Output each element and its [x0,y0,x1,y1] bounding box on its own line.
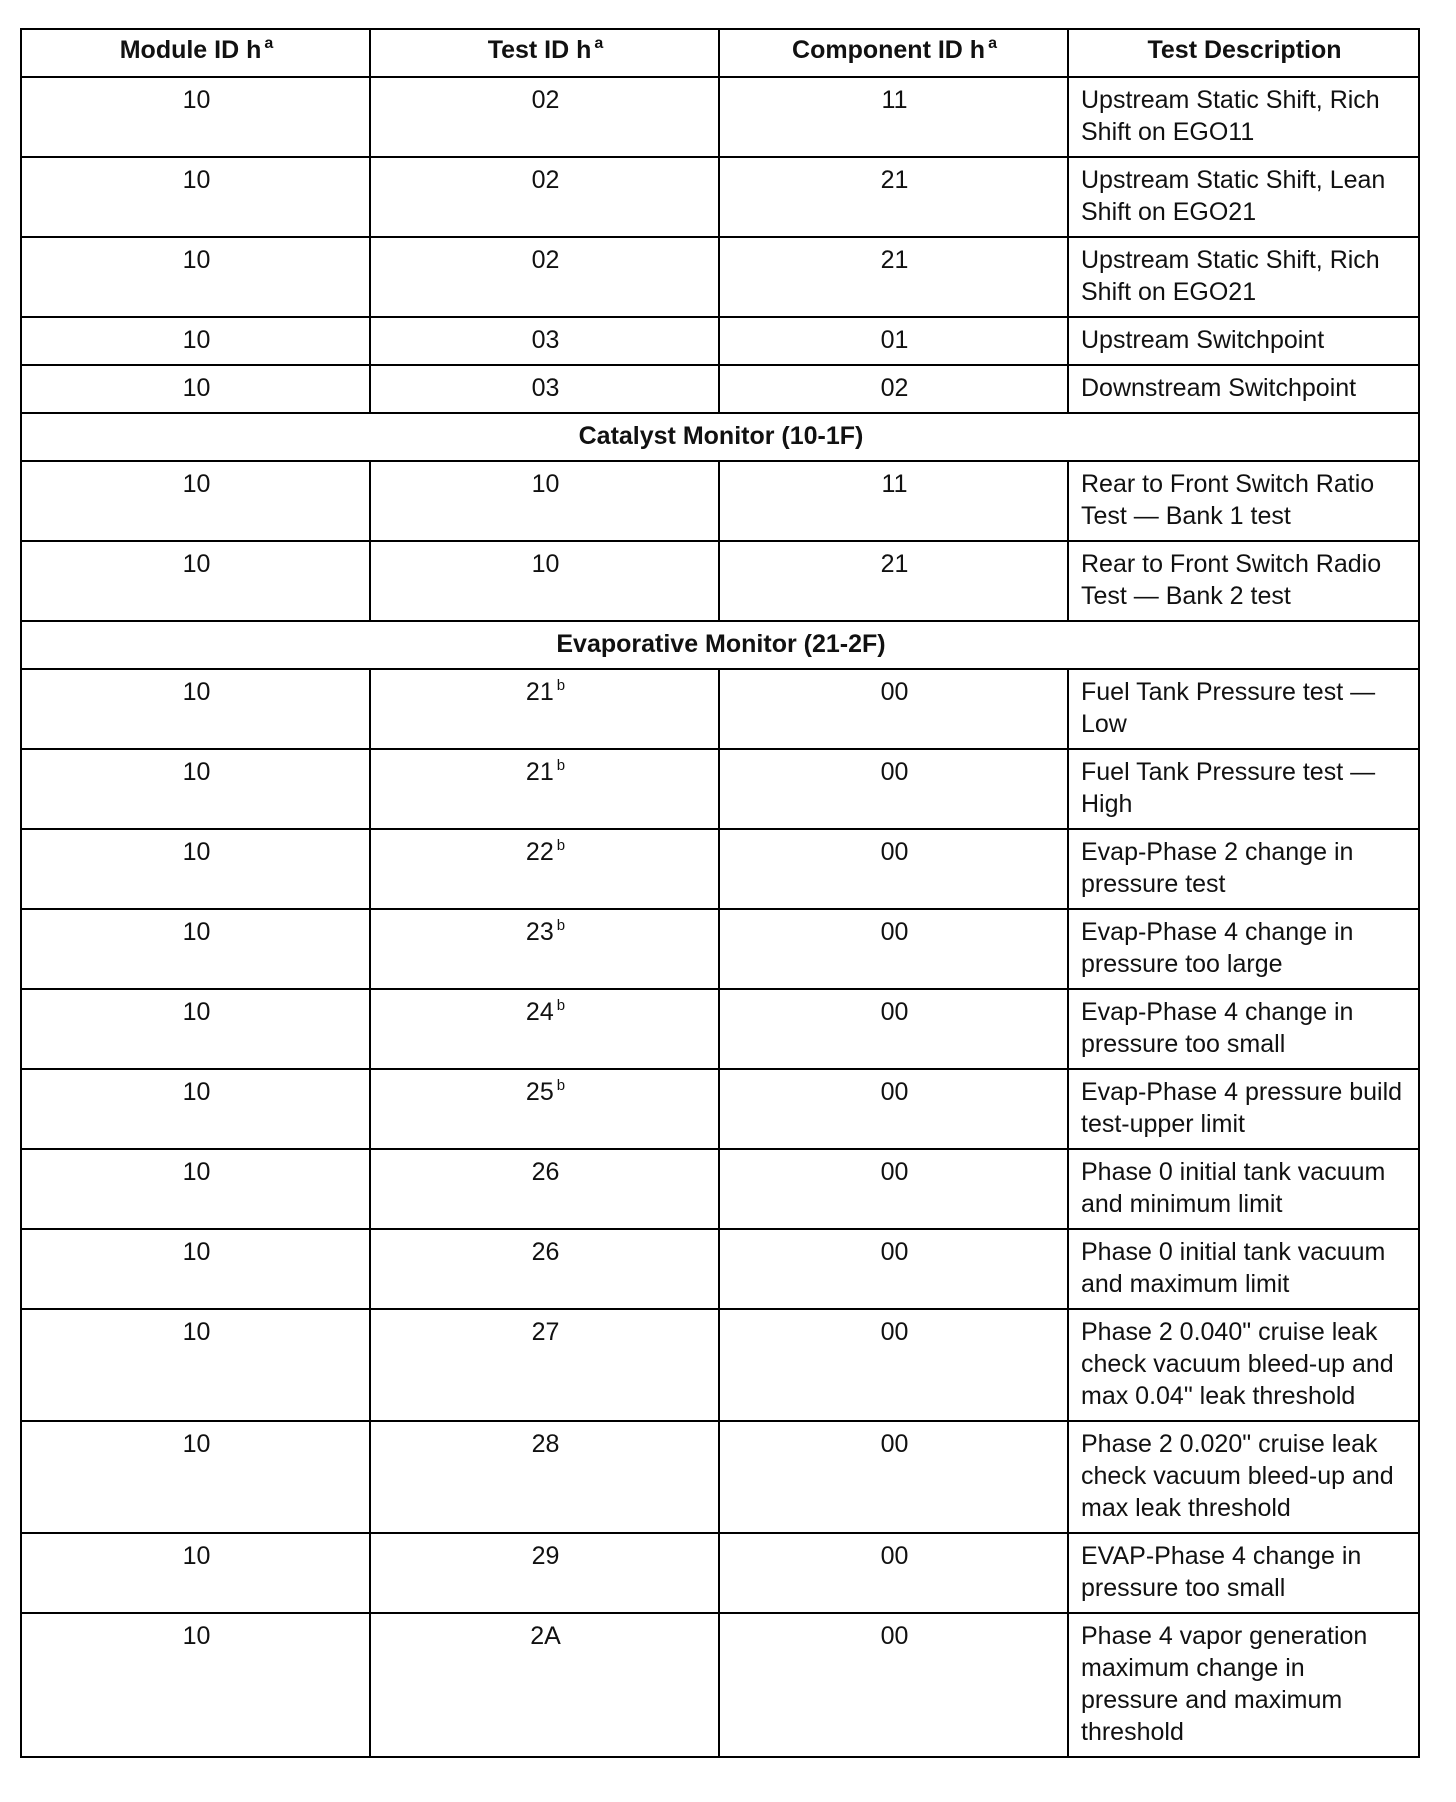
table-row [21,77,1419,157]
component-id-cell: 11 [719,461,1068,541]
description-cell: Rear to Front Switch Radio Test — Bank 2 test [1068,541,1419,621]
module-id-cell: 10 [21,669,370,749]
description-cell: Evap-Phase 2 change in pressure test [1068,829,1419,909]
header-component-id: Component ID h $^a$ [719,29,1068,77]
module-id-cell: 10 [21,1069,370,1149]
module-id-cell: 10 [21,829,370,909]
test-id-cell: 23 $^b$ [370,909,719,989]
monitor-test-table [20,28,1420,1758]
table-row [21,1149,1419,1229]
table-row [21,1421,1419,1533]
description-cell: Phase 0 initial tank vacuum and minimum limit [1068,1149,1419,1229]
test-id-cell: 2A [370,1613,719,1757]
table-row [21,669,1419,749]
component-id-cell: 00 [719,1229,1068,1309]
test-id-cell: 29 [370,1533,719,1613]
component-id-cell: 00 [719,1613,1068,1757]
table-row [21,1069,1419,1149]
component-id-cell: 21 [719,157,1068,237]
component-id-cell: 01 [719,317,1068,365]
section-row-evaporative [21,621,1419,669]
component-id-cell: 00 [719,749,1068,829]
table-row [21,909,1419,989]
footnote-marker: b [556,677,566,694]
module-id-cell: 10 [21,749,370,829]
component-id-cell: 00 [719,1309,1068,1421]
component-id-cell: 21 [719,237,1068,317]
module-id-cell: 10 [21,365,370,413]
description-cell: Phase 2 0.040" cruise leak check vacuum bleed-up and max 0.04" leak threshold [1068,1309,1419,1421]
footnote-marker: b [556,837,566,854]
component-id-cell: 00 [719,909,1068,989]
test-id-cell: 26 [370,1229,719,1309]
section-row-catalyst [21,413,1419,461]
component-id-cell: 11 [719,77,1068,157]
test-id-cell: 02 [370,77,719,157]
module-id-cell: 10 [21,77,370,157]
description-cell: Downstream Switchpoint [1068,365,1419,413]
test-id-cell: 24 $^b$ [370,989,719,1069]
table-row [21,461,1419,541]
module-id-cell: 10 [21,1421,370,1533]
component-id-cell: 00 [719,1149,1068,1229]
module-id-cell: 10 [21,237,370,317]
description-cell: Upstream Static Shift, Rich Shift on EGO11 [1068,77,1419,157]
description-cell: EVAP-Phase 4 change in pressure too small [1068,1533,1419,1613]
test-id-cell: 10 [370,461,719,541]
module-id-cell: 10 [21,541,370,621]
header-test-id: Test ID h $^a$ [370,29,719,77]
section-title-evaporative: Evaporative Monitor (21-2F) [21,621,1419,669]
component-id-cell: 21 [719,541,1068,621]
description-cell: Evap-Phase 4 change in pressure too large [1068,909,1419,989]
component-id-cell: 00 [719,989,1068,1069]
description-cell: Upstream Switchpoint [1068,317,1419,365]
component-id-cell: 02 [719,365,1068,413]
table-row [21,237,1419,317]
test-id-cell: 27 [370,1309,719,1421]
module-id-cell: 10 [21,1229,370,1309]
module-id-cell: 10 [21,1149,370,1229]
description-cell: Phase 0 initial tank vacuum and maximum limit [1068,1229,1419,1309]
description-cell: Upstream Static Shift, Lean Shift on EGO21 [1068,157,1419,237]
module-id-cell: 10 [21,1533,370,1613]
footnote-marker: b [556,997,566,1014]
component-id-cell: 00 [719,1533,1068,1613]
component-id-cell: 00 [719,1421,1068,1533]
header-test-description: Test Description [1068,29,1419,77]
test-id-cell: 21 $^b$ [370,669,719,749]
footnote-marker: b [556,1077,566,1094]
table-row [21,829,1419,909]
table-row [21,541,1419,621]
module-id-cell: 10 [21,157,370,237]
table-row [21,365,1419,413]
table-row [21,1533,1419,1613]
description-cell: Fuel Tank Pressure test — High [1068,749,1419,829]
footnote-marker: b [556,917,566,934]
module-id-cell: 10 [21,989,370,1069]
test-id-cell: 10 [370,541,719,621]
test-id-cell: 21 $^b$ [370,749,719,829]
description-cell: Phase 4 vapor generation maximum change in pressure and maximum threshold [1068,1613,1419,1757]
table-row [21,1613,1419,1757]
description-cell: Fuel Tank Pressure test — Low [1068,669,1419,749]
table-row [21,1309,1419,1421]
monitor-table-wrapper [20,28,1418,1758]
module-id-cell: 10 [21,1309,370,1421]
test-id-cell: 02 [370,157,719,237]
module-id-cell: 10 [21,317,370,365]
description-cell: Evap-Phase 4 pressure build test-upper limit [1068,1069,1419,1149]
table-row [21,1229,1419,1309]
description-cell: Evap-Phase 4 change in pressure too small [1068,989,1419,1069]
test-id-cell: 02 [370,237,719,317]
section-title-catalyst: Catalyst Monitor (10-1F) [21,413,1419,461]
table-row [21,989,1419,1069]
table-row [21,157,1419,237]
table-row [21,317,1419,365]
module-id-cell: 10 [21,461,370,541]
test-id-cell: 03 [370,317,719,365]
module-id-cell: 10 [21,909,370,989]
table-row [21,749,1419,829]
test-id-cell: 26 [370,1149,719,1229]
test-id-cell: 03 [370,365,719,413]
description-cell: Upstream Static Shift, Rich Shift on EGO21 [1068,237,1419,317]
description-cell: Phase 2 0.020" cruise leak check vacuum bleed-up and max leak threshold [1068,1421,1419,1533]
test-id-cell: 28 [370,1421,719,1533]
module-id-cell: 10 [21,1613,370,1757]
table-header-row [21,29,1419,77]
footnote-marker: b [556,757,566,774]
component-id-cell: 00 [719,1069,1068,1149]
test-id-cell: 25 $^b$ [370,1069,719,1149]
component-id-cell: 00 [719,669,1068,749]
component-id-cell: 00 [719,829,1068,909]
description-cell: Rear to Front Switch Ratio Test — Bank 1 test [1068,461,1419,541]
header-module-id: Module ID h $^a$ [21,29,370,77]
test-id-cell: 22 $^b$ [370,829,719,909]
